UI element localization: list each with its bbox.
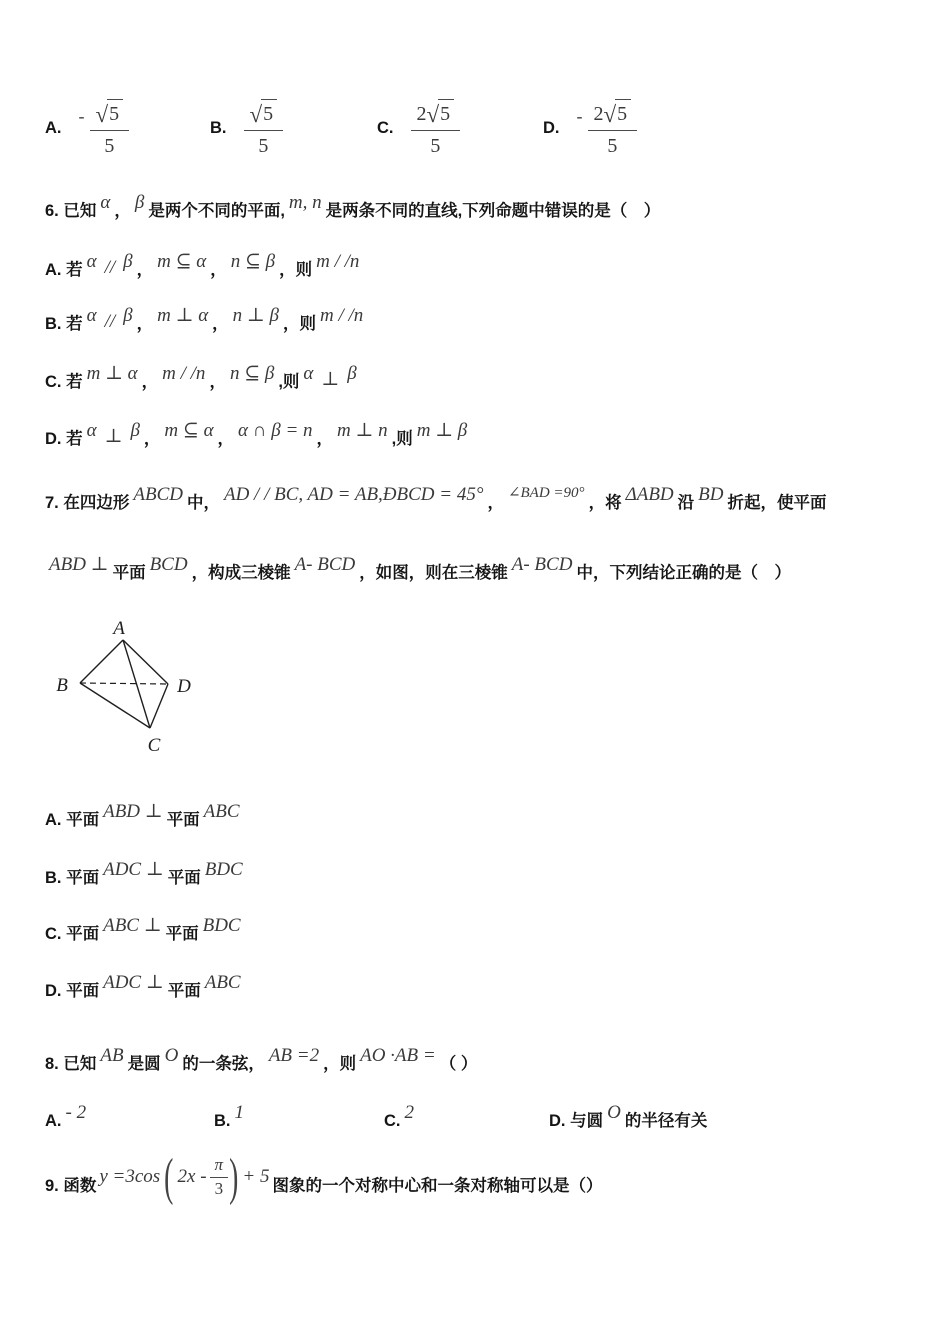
question-8-stem: 8. 已知 AB 是圆 O 的一条弦， AB =2 ，则 AO ·AB = （ ） (45, 1045, 478, 1073)
question-8-option-c: C. 2 (384, 1102, 414, 1130)
question-9-stem: 9. 函数 y =3cos ( 2x - $\frac{\pi}{3}$ ) + 5 图象的一个对称中心和一条对称轴可以是（） (45, 1147, 603, 1205)
vertex-label-a: A (113, 618, 125, 639)
vertex-label-d: D (177, 676, 191, 697)
question-8-option-a: A. - 2 (45, 1102, 87, 1130)
question-6-option-d: D. 若 α ⊥ β ， m ⊆ α ， α ∩ β = n ， m ⊥ n ,则 m ⊥ β (45, 420, 468, 448)
vertex-label-b: B (56, 675, 68, 696)
question-7-option-d: D. 平面 ADC ⊥ 平面 ABC (45, 972, 241, 1000)
question-8-option-b: B. 1 (214, 1102, 244, 1130)
vertex-label-c: C (147, 735, 161, 756)
question-7-option-c: C. 平面 ABC ⊥ 平面 BDC (45, 915, 241, 943)
question-7-stem-line1: 7. 在四边形 ABCD 中， AD / / BC, AD = AB,ÐBCD = 45° ，∠BAD =90°，将 ΔABD 沿 BD 折起，使平面 (45, 484, 827, 512)
question-6-option-b: B. 若 α // β ， m ⊥ α ， n ⊥ β ，则 m / /n (45, 305, 364, 333)
edge-bd (80, 683, 168, 684)
tetrahedron-figure (48, 608, 248, 778)
top-option-b: B. √ 5 5 (210, 98, 283, 158)
question-6-stem: 6. 已知 α ， β 是两个不同的平面, m, n 是两条不同的直线,下列命题中错误的是（ ） (45, 192, 661, 220)
question-7-stem-line2: ABD ⊥ 平面 BCD ，构成三棱锥 A- BCD ，如图，则在三棱锥 A- BCD 中，下列结论正确的是（ ） (49, 554, 791, 582)
question-7-option-a: A. 平面 ABD ⊥ 平面 ABC (45, 801, 240, 829)
edge-dc (150, 684, 168, 728)
top-option-a: A. - √ 5 5 (45, 98, 129, 158)
question-8-option-d: D. 与圆 O 的半径有关 (549, 1102, 708, 1130)
top-option-c: C. 2 √ 5 5 (377, 98, 460, 158)
question-6-option-c: C. 若 m ⊥ α ， m / /n ， n ⊆ β ,则 α ⊥ β (45, 363, 357, 391)
question-7-option-b: B. 平面 ADC ⊥ 平面 BDC (45, 859, 243, 887)
top-option-d: D. - 2 √ 5 5 (543, 98, 637, 158)
edge-ab (80, 640, 123, 683)
edge-bc (80, 683, 150, 728)
question-6-option-a: A. 若 α // β ， m ⊆ α ， n ⊆ β ，则 m / /n (45, 251, 360, 279)
